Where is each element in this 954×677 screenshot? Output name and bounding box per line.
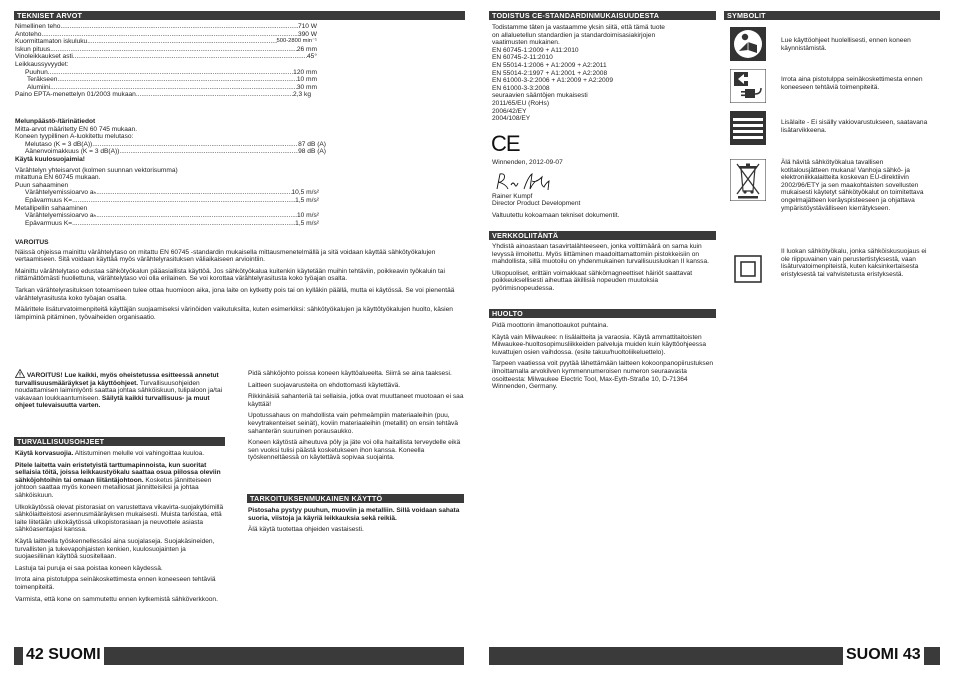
service-paragraph: Käytä vain Milwaukee: n lisälaitteita ja varaosia. Käytä ammattitaitoisten Milwaukee-huoltosopimusliikkeiden palveluja muiden kuin käyttöohjeessa kuvattujen osien vaihdossa. (esite takuu/huoltoliikeluettelo).	[492, 333, 707, 356]
service-header: HUOLTO	[489, 309, 716, 318]
accessory-icon	[730, 111, 766, 145]
signer-name: Rainer Kumpf	[492, 192, 533, 200]
symbol-description: Irrota aina pistotulppa seinäkoskettimesta ennen koneeseen tehtäviä toimenpiteitä.	[781, 76, 923, 91]
general-warning: VAROITUS! Lue kaikki, myös oheistetussa esitteessä annetut turvallisuusmääräykset ja käyttöohjeet. Turvallisuusohjeiden noudattamisen laiminlyönti saattaa johtaa sähköiskuun, tulipaloon ja/tai vakavaan loukkaantumiseen. Säilytä kaikki turvallisuus- ja muut ohjeet tulevaisuutta varten.	[15, 369, 227, 410]
ce-line: EN 55014-2:1997 + A1:2001 + A2:2008	[492, 69, 608, 77]
spec-row: Kuormittamaton iskuluku ..... 500-2800 min⁻¹	[15, 38, 317, 46]
safety-item: Irrota aina pistotulppa seinäkoskettimesta ennen koneeseen tehtäviä toimenpiteitä.	[15, 576, 216, 591]
vibration-intro: Värähtelyn yhteisarvot (kolmen suunnan vektorisumma)	[15, 166, 178, 174]
unplug-icon	[730, 69, 766, 103]
authorized-note: Valtuutettu kokoamaan tekniset dokumentit.	[492, 211, 620, 219]
spec-row: Puuhun ..... 120 mm	[15, 69, 317, 77]
ce-line: 2004/108/EY	[492, 115, 531, 123]
vibration-intro: mitattuna EN 60745 mukaan.	[15, 174, 101, 182]
symbol-row	[728, 246, 930, 292]
spec-row: Paino EPTA-menettelyn 01/2003 mukaan ..... 2,3 kg	[15, 91, 311, 99]
ce-mark: CE	[491, 131, 520, 156]
vibration-row: Värähtelyemissioarvo aₕ ..... 10 m/s²	[15, 212, 319, 220]
noise-intro: Mitta-arvot määritetty EN 60 745 mukaan.	[15, 125, 138, 133]
symbol-row	[728, 110, 930, 146]
noise-title: Melunpäästö-/tärinätiedot	[15, 118, 96, 125]
usage-text: Älä käytä tuotettaa ohjeiden vastaisesti.	[248, 526, 364, 534]
warning-section	[15, 239, 455, 325]
safety-item: Lastuja tai puruja ei saa poistaa koneen käydessä.	[15, 564, 163, 572]
safety-item: Käytä laitteella työskennellessäsi aina suojalaseja. Suojakäsineiden, turvallisten ja tukevapohjaisten kenkien, kuulosuojainten ja suojaesiliinan käyttöä suositellaan.	[15, 537, 215, 561]
spec-row: Antoteho ..... 390 W	[15, 31, 317, 39]
symbol-description: Älä hävitä sähkötyökalua tavallisen kotitalousjätteen mukana! Vanhoja sähkö- ja elektroniikkalaitteita koskevan EU-direktiivin 2002/96/ETY ja sen maakohtaisten sovellusten mukaisesti käytetyt sähkötyökalut on toimitettava ongelmajätteen keräyspisteeseen ja ohjattava ympäristöystävälliseen kierrätykseen.	[781, 159, 924, 212]
spec-row: Nimellinen teho ..... 710 W	[15, 23, 317, 31]
network-section	[492, 243, 714, 297]
spec-row: Teräkseen ..... 10 mm	[15, 76, 317, 84]
signature-block	[492, 159, 714, 219]
ce-line: 2011/65/EU (RoHs)	[492, 99, 550, 107]
safety-warning-box	[15, 369, 227, 410]
spec-row: Iskun pituus ..... 26 mm	[15, 46, 317, 54]
usage-header: TARKOITUKSENMUKAINEN KÄYTTÖ	[247, 494, 464, 503]
safety-header: TURVALLISUUSOHJEET	[14, 437, 225, 446]
warning-paragraph: Mainittu värähtelytaso edustaa sähkötyökalun pääasiallista käyttöä. Jos sähkötyökalua kuitenkin käytetään muihin tehtäviin, poikkeavin työkaluin tai riittämättömästi huollettuna, värähtelytaso voi olla erilainen. Se voi korottaa värähtelyrasitusta koko työajan osalta.	[15, 267, 445, 283]
noise-intro: Koneen tyypillinen A-luokitettu melutaso:	[15, 133, 134, 141]
ce-line: EN 61000-3-3:2008	[492, 84, 550, 92]
safety-item: Laitteen suojavarusteita on ehdottomasti käytettävä.	[248, 381, 401, 389]
tech-header: TEKNISET ARVOT	[14, 11, 465, 20]
symbol-description: Lue käyttöohjeet huolellisesti, ennen koneen käynnistämistä.	[781, 37, 911, 52]
spec-row: Alumiini ..... 30 mm	[15, 84, 317, 92]
page-number-right: SUOMI 43	[843, 645, 924, 665]
network-paragraph: Ulkopuoliset, erittäin voimakkaat sähkömagneettiset häiriöt saattavat poikkeuksellisesti aiheuttaa äkillisiä nopeuden muutoksia pyörimisnopeudessa.	[492, 269, 693, 292]
weee-bin-icon	[730, 159, 766, 201]
noise-section	[15, 118, 326, 227]
service-paragraph: Tarpeen vaatiessa voit pyytää lähettämään laitteen kokoonpanopiirustuksen ilmoittamalla arvokilven kymmennumeroisen numeron seuraavasta osoitteesta: Milwaukee Electric Tool, Max-Eyth-Straße 10, D-71364 Winnenden, Germany.	[492, 360, 714, 391]
place-date: Winnenden, 2012-09-07	[492, 159, 563, 166]
ce-line: Todistamme täten ja vastaamme yksin siitä, että tämä tuote	[492, 24, 665, 31]
vibration-row: Värähtelyemissioarvo aₕ ..... 10,5 m/s²	[15, 189, 319, 197]
signature-image	[494, 171, 566, 193]
page-number-left: 42 SUOMI	[23, 645, 104, 665]
service-section	[492, 322, 714, 395]
metal-title: Metallipellin sahaaminen	[15, 204, 88, 212]
vibration-row: Epävarmuus K= ..... 1,5 m/s²	[15, 197, 319, 205]
network-paragraph: Yhdistä ainoastaan tasavirtalähteeseen, jonka volttimäärä on sama kuin levyssä ilmoitettu. Myös liittäminen maadoittamattomiin pistokkeisiin on mahdollista, sillä muotoilu on yhdenmukainen turvallisuusluokan II kanssa.	[492, 243, 709, 266]
ce-line: on allaluetellun standardien ja standardoimisasiakirjojen	[492, 31, 656, 39]
safety-item: Varmista, että kone on sammutettu ennen kytkemistä sähköverkkoon.	[15, 595, 218, 603]
ce-line: EN 61000-3-2:2006 + A1:2009 + A2:2009	[492, 77, 613, 85]
safety-item: Käytä korvasuojia. Altistuminen melulle voi vahingoittaa kuuloa.	[15, 450, 205, 457]
symbols-header: SYMBOLIT	[724, 11, 940, 20]
ce-line: EN 60745-2-11:2010	[492, 54, 553, 62]
warning-paragraph: Tarkan värähtelyrasituksen toteamiseen tulee ottaa huomioon aika, jona laite on kytketty pois tai on kylläkin päällä, mutta ei käytössä. Se voi pienentää värähtelyrasitusta koko työajan osalta.	[15, 286, 455, 302]
spec-list	[15, 23, 317, 99]
vibration-row: Epävarmuus K= ..... 1,5 m/s²	[15, 220, 319, 228]
ce-line: 2006/42/EY	[492, 107, 527, 115]
safety-item: Koneen käytöstä aiheutuva pöly ja jäte voi olla haitallista terveydelle eikä sen vuoksi tulisi päästä kosketukseen ihon kanssa. Koneella työskenneltäessä on käytettävä sopivaa suojainta.	[248, 439, 461, 462]
noise-row: Äänenvoimakkuus (K = 3 dB(A)) ..... 98 dB (A)	[15, 148, 326, 156]
ce-line: EN 55014-1:2006 + A1:2009 + A2:2011	[492, 61, 607, 69]
symbol-description: II luokan sähkötyökalu, jonka sähköiskusuojaus ei ole riippuvainen vain perustertistyksestä, vaan lisäturvatoimenpiteistä, kuten kaksinkertaisesta eristyksestä tai vahvistetusta eristyksestä.	[781, 248, 927, 278]
usage-section	[248, 507, 464, 538]
symbol-row	[728, 68, 930, 104]
ce-line: vaatimusten mukainen.	[492, 39, 560, 47]
spec-row: Vinoleikkaukset asti ..... 45°	[15, 53, 317, 61]
network-header: VERKKOLIITÄNTÄ	[489, 231, 716, 240]
symbol-row	[728, 157, 930, 212]
warning-paragraph: Määrittele lisäturvatoimenpiteitä käyttäjän suojaamiseksi värinöiden vaikutuksilta, kuten esimerkiksi: sähkötyökalujen ja käyttötyökalujen huolto, käsien lämpiminä pitäminen, työvaiheiden organisaatio.	[15, 306, 453, 321]
wood-title: Puun sahaaminen	[15, 181, 69, 189]
safety-item: Upotussahaus on mahdollista vain pehmeämpiin materiaaleihin (puu, kevytrakenteiset seinät), koviin materiaaleihin (metallit) on ensin tehtävä sahanterän suuruinen porausaukko.	[248, 412, 459, 435]
ce-line: EN 60745-1:2009 + A11:2010	[492, 46, 579, 54]
safety-list	[15, 450, 227, 607]
safety-item: Ulkokäytössä olevat pistorasiat on varustettava vikavirta-suojakytkimillä sähkölaitteistosi asennusmääräyksen mukaisesti. Muista tarkistaa, että laite liitetään ulkokäytössä ulkopistorasiaan ja neuvottele asiasta sähköasentajasi kanssa.	[15, 503, 224, 534]
class-ii-icon	[732, 251, 764, 287]
read-manual-icon	[730, 27, 766, 61]
warning-paragraph: Näissä ohjeissa mainittu värähtelytaso on mitattu EN 60745 -standardin mukaisella mittausmenetelmällä ja sitä voidaan käyttää sähkötyökalujen vertaamiseen. Sitä voidaan käyttää myös värähtelyrasituksen väliaikaiseen arviointiin.	[15, 248, 436, 264]
ce-header: TODISTUS CE-STANDARDINMUKAISUUDESTA	[489, 11, 716, 20]
usage-bold: Pistosaha pystyy puuhun, muoviin ja metalliin. Sillä voidaan sahata suoria, viistoja ja käyriä leikkauksia sekä reikiä.	[248, 507, 460, 522]
ce-line: seuraavien sääntöjen mukaisesti	[492, 92, 588, 100]
symbol-description: Lisälaite - Ei sisälly vakiovarustukseen, saatavana lisätarvikkeena.	[781, 119, 928, 134]
warning-triangle-icon	[15, 369, 25, 378]
spec-row: Leikkaussyvyydet:	[15, 60, 69, 68]
symbol-row	[728, 26, 930, 62]
safety-list-continued	[248, 370, 464, 466]
ce-declaration	[492, 24, 714, 123]
noise-row: Melutaso (K = 3 dB(A)) ..... 87 dB (A)	[15, 141, 326, 149]
safety-item: Pidä sähköjohto poissa koneen käyttöalueelta. Siirrä se aina taaksesi.	[248, 370, 452, 377]
warning-title: VAROITUS	[15, 239, 49, 246]
safety-item: Pitele laitetta vain eristetyistä tarttumapinnoista, kun suoritat sellaisia töitä, joissa leikkaustyökalu saattaa osua piilossa oleviin sähköjohtoihin tai omaan liitäntäjohtoon. Kosketus jännitteiseen johtoon saattaa myös koneen metalliosat jännitteisiksi ja johtaa sähköiskuun.	[15, 461, 221, 499]
ear-protection-note: Käytä kuulosuojaimia!	[15, 155, 85, 163]
signer-title: Director Product Development	[492, 200, 581, 208]
service-paragraph: Pidä moottorin ilmanottoaukot puhtaina.	[492, 322, 609, 329]
safety-item: Rikkinäisiä sahanteriä tai sellaisia, jotka ovat muuttaneet muotoaan ei saa käyttää!	[248, 393, 464, 408]
